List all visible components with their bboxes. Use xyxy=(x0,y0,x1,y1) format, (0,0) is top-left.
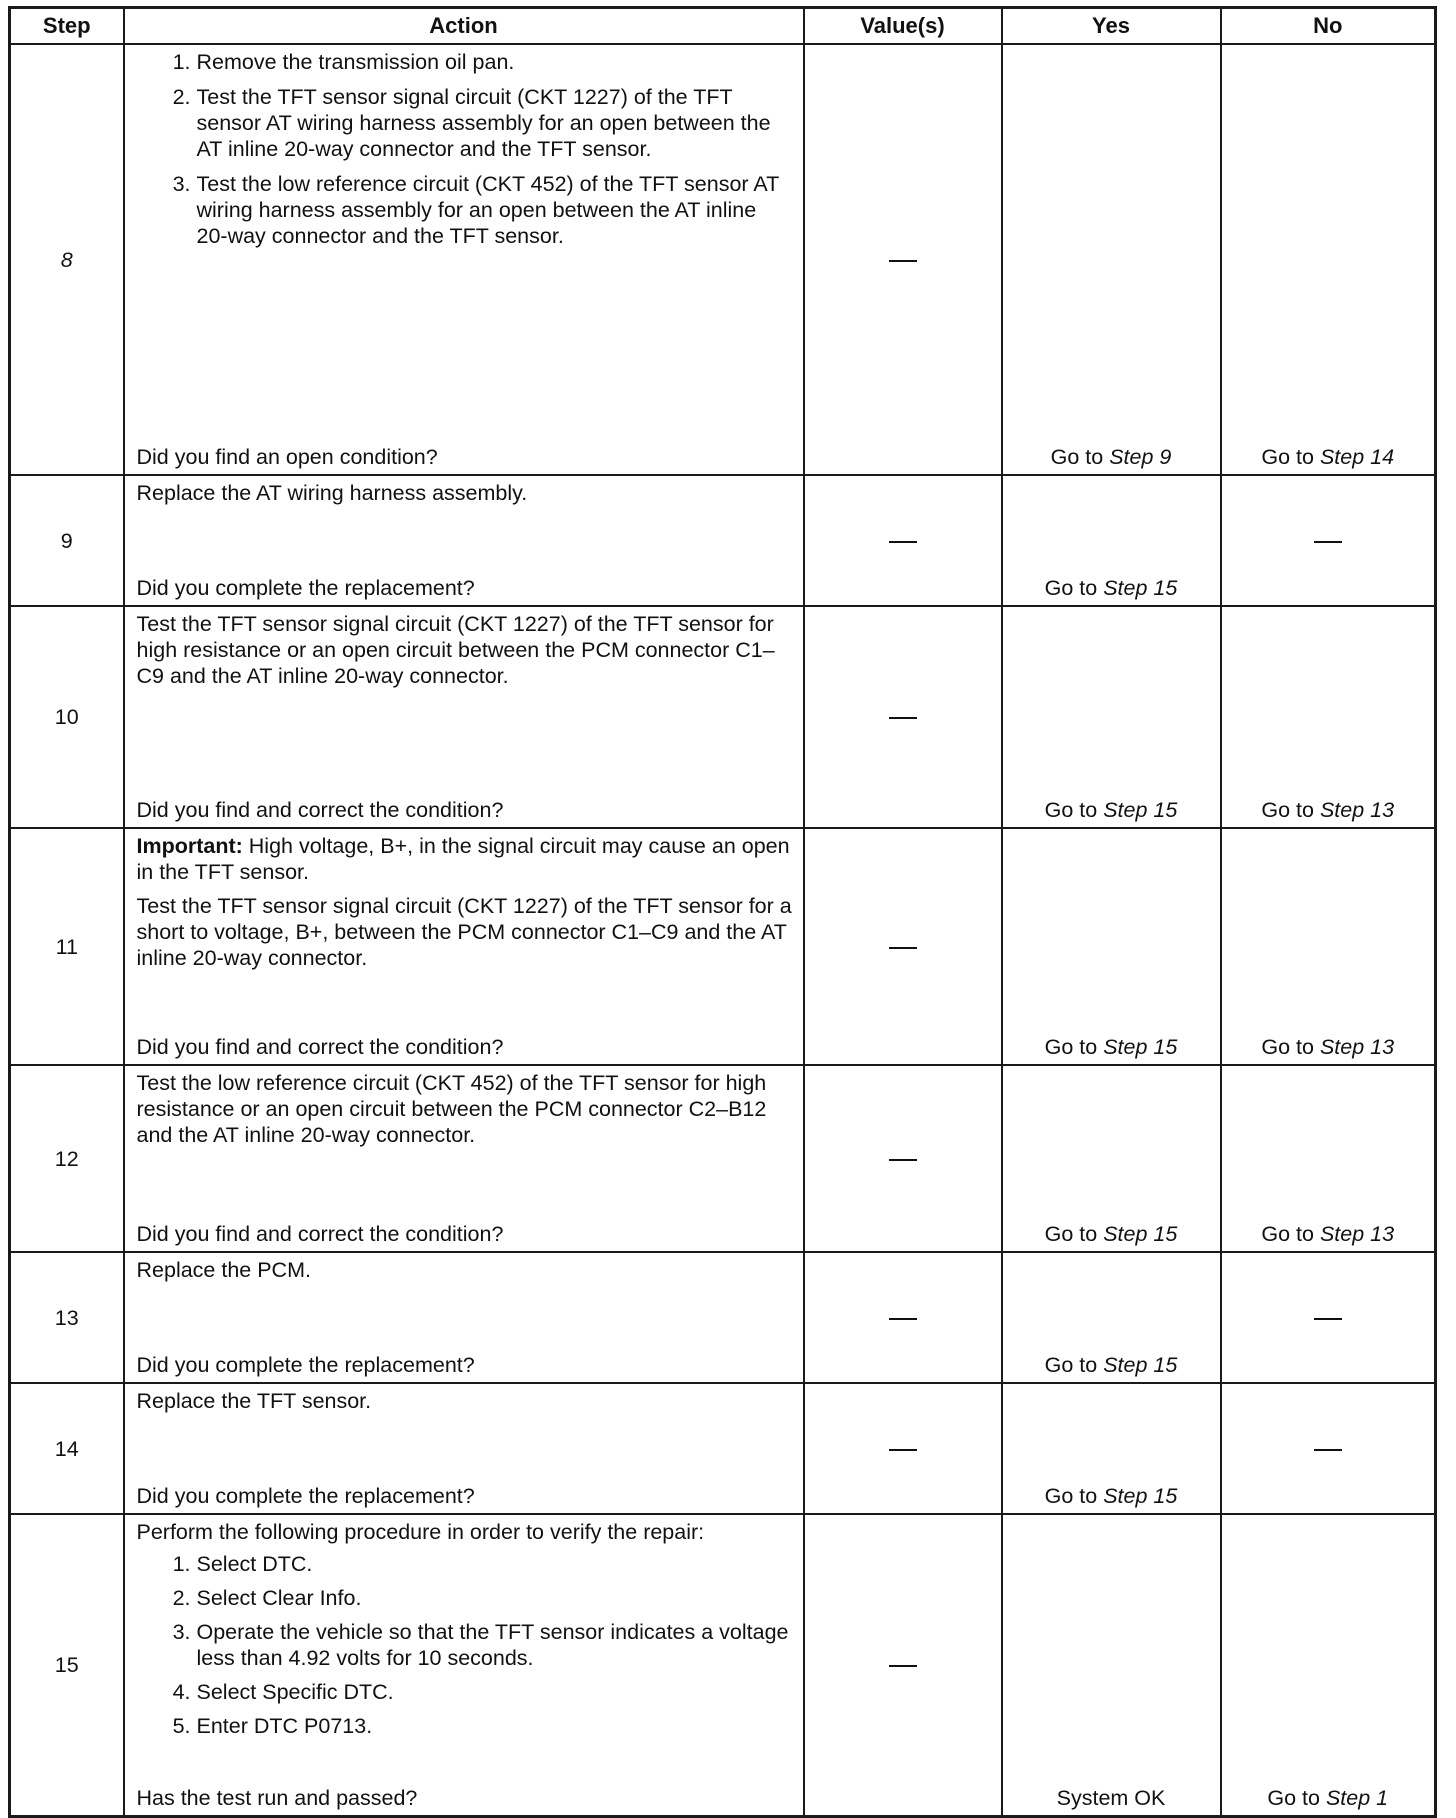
list-item: 5. Enter DTC P0713. xyxy=(197,1713,793,1739)
step-number: 9 xyxy=(10,475,124,606)
no-step-link: Step 13 xyxy=(1319,1035,1395,1059)
value-cell xyxy=(804,606,1002,828)
no-cell: Go to Step 1 xyxy=(1221,1514,1436,1817)
dash-mark xyxy=(889,260,917,262)
yes-cell: Go to Step 15 xyxy=(1002,606,1221,828)
dash-mark xyxy=(889,1665,917,1667)
action-cell xyxy=(124,1252,804,1383)
header-action: Action xyxy=(124,8,804,45)
question-text: Did you find and correct the condition? xyxy=(136,1035,504,1059)
dash-mark xyxy=(1314,1318,1342,1320)
question-text: Did you complete the replacement? xyxy=(136,1353,475,1377)
value-cell xyxy=(804,1065,1002,1252)
value-cell xyxy=(804,1383,1002,1514)
diagnostic-table-sheet xyxy=(8,6,1434,1818)
dash-mark xyxy=(889,1318,917,1320)
step-number: 14 xyxy=(10,1383,124,1514)
step-number: 15 xyxy=(10,1514,124,1817)
question-text: Did you find and correct the condition? xyxy=(136,798,504,822)
action-cell xyxy=(124,1514,804,1817)
no-cell: Go to Step 13 xyxy=(1221,828,1436,1065)
dash-mark xyxy=(889,1449,917,1451)
no-cell: Go to Step 13 xyxy=(1221,1065,1436,1252)
yes-step-link: Step 15 xyxy=(1103,1353,1178,1377)
header-no: No xyxy=(1221,8,1436,45)
yes-step-link: Step 15 xyxy=(1103,1484,1178,1508)
list-item: 3. Test the low reference circuit (CKT 452) of the TFT sensor AT wiring harness assembly for an open between the AT inline 20-way connector and the TFT sensor. xyxy=(197,171,793,249)
action-text: Test the TFT sensor signal circuit (CKT 1227) of the TFT sensor for high resistance or an open circuit between the PCM connector C1–C9 and the AT inline 20-way connector. xyxy=(136,612,775,688)
value-cell xyxy=(804,475,1002,606)
value-cell xyxy=(804,44,1002,475)
table-row-step-14 xyxy=(10,1383,1436,1514)
step-number: 13 xyxy=(10,1252,124,1383)
question-text: Did you find and correct the condition? xyxy=(136,1222,504,1246)
table-row-step-10 xyxy=(10,606,1436,828)
list-item: 3. Operate the vehicle so that the TFT sensor indicates a voltage less than 4.92 volts for 10 seconds. xyxy=(197,1619,793,1671)
action-cell xyxy=(124,828,804,1065)
action-cell xyxy=(124,1065,804,1252)
list-item: 2. Test the TFT sensor signal circuit (CKT 1227) of the TFT sensor AT wiring harness assembly for an open between the AT inline 20-way connector and the TFT sensor. xyxy=(197,84,793,162)
table-row-step-15 xyxy=(10,1514,1436,1817)
action-text: Test the TFT sensor signal circuit (CKT 1227) of the TFT sensor for a short to voltage, B+, between the PCM connector C1–C9 and the AT inline 20-way connector. xyxy=(136,894,792,970)
no-step-link: Step 13 xyxy=(1319,798,1395,822)
important-note: Important: High voltage, B+, in the signal circuit may cause an open in the TFT sensor. xyxy=(136,834,790,884)
yes-cell: Go to Step 15 xyxy=(1002,475,1221,606)
list-item: 1. Remove the transmission oil pan. xyxy=(197,49,793,75)
header-step: Step xyxy=(10,8,124,45)
yes-step-link: Step 9 xyxy=(1109,445,1172,469)
no-cell xyxy=(1221,1252,1436,1383)
yes-cell: Go to Step 15 xyxy=(1002,828,1221,1065)
question-text: Has the test run and passed? xyxy=(136,1786,418,1810)
yes-cell: Go to Step 9 xyxy=(1002,44,1221,475)
dash-mark xyxy=(889,947,917,949)
dash-mark xyxy=(889,1159,917,1161)
yes-cell: Go to Step 15 xyxy=(1002,1252,1221,1383)
no-cell xyxy=(1221,475,1436,606)
yes-step-link: Step 15 xyxy=(1103,1222,1178,1246)
no-step-link: Step 13 xyxy=(1319,1222,1395,1246)
dash-mark xyxy=(889,717,917,719)
table-row-step-11 xyxy=(10,828,1436,1065)
action-text: Replace the TFT sensor. xyxy=(136,1389,372,1413)
value-cell xyxy=(804,1252,1002,1383)
list-item: 2. Select Clear Info. xyxy=(197,1585,793,1611)
question-text: Did you find an open condition? xyxy=(136,445,438,469)
system-ok-text: System OK xyxy=(1056,1786,1166,1810)
step-number: 10 xyxy=(10,606,124,828)
action-cell xyxy=(124,44,804,475)
action-cell xyxy=(124,475,804,606)
list-item: 1. Select DTC. xyxy=(197,1551,793,1577)
header-yes: Yes xyxy=(1002,8,1221,45)
table-row-step-8 xyxy=(10,44,1436,475)
no-cell: Go to Step 14 xyxy=(1221,44,1436,475)
yes-cell xyxy=(1002,1514,1221,1817)
dash-mark xyxy=(1314,541,1342,543)
value-cell xyxy=(804,1514,1002,1817)
yes-step-link: Step 15 xyxy=(1103,576,1178,600)
step-number: 8 xyxy=(10,44,124,475)
header-row xyxy=(10,8,1436,45)
yes-cell: Go to Step 15 xyxy=(1002,1383,1221,1514)
list-item: 4. Select Specific DTC. xyxy=(197,1679,793,1705)
action-text: Test the low reference circuit (CKT 452) of the TFT sensor for high resistance or an open circuit between the PCM connector C2–B12 and the AT inline 20-way connector. xyxy=(136,1071,767,1147)
no-cell xyxy=(1221,1383,1436,1514)
action-text: Perform the following procedure in order to verify the repair: xyxy=(136,1520,705,1544)
dash-mark xyxy=(889,541,917,543)
action-cell xyxy=(124,1383,804,1514)
no-step-link: Step 14 xyxy=(1319,445,1395,469)
question-text: Did you complete the replacement? xyxy=(136,576,475,600)
table-row-step-9 xyxy=(10,475,1436,606)
question-text: Did you complete the replacement? xyxy=(136,1484,475,1508)
action-cell xyxy=(124,606,804,828)
header-values: Value(s) xyxy=(804,8,1002,45)
dash-mark xyxy=(1314,1449,1342,1451)
table-row-step-13 xyxy=(10,1252,1436,1383)
yes-step-link: Step 15 xyxy=(1103,798,1178,822)
step-number: 12 xyxy=(10,1065,124,1252)
yes-step-link: Step 15 xyxy=(1103,1035,1178,1059)
yes-cell: Go to Step 15 xyxy=(1002,1065,1221,1252)
action-text: Replace the PCM. xyxy=(136,1258,311,1282)
step-number: 11 xyxy=(10,828,124,1065)
value-cell xyxy=(804,828,1002,1065)
no-cell: Go to Step 13 xyxy=(1221,606,1436,828)
no-step-link: Step 1 xyxy=(1325,1786,1389,1810)
diagnostic-table xyxy=(8,6,1437,1818)
action-text: Replace the AT wiring harness assembly. xyxy=(136,481,528,505)
table-row-step-12 xyxy=(10,1065,1436,1252)
